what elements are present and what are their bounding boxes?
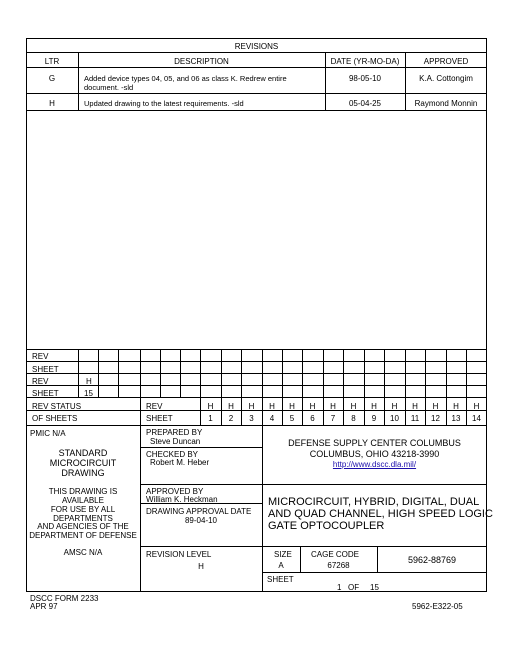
rev-approver: Raymond Monnin: [414, 99, 478, 108]
sheet-label: SHEET: [32, 365, 59, 374]
grid-rule: [118, 349, 119, 397]
availability-line: FOR USE BY ALL: [50, 505, 116, 514]
sheet-number-cell: 14: [472, 414, 481, 423]
grid-rule: [26, 397, 487, 398]
rule: [262, 484, 487, 485]
rev-label: REV: [32, 377, 49, 386]
standard-line: DRAWING: [61, 468, 105, 478]
sheet-label: SHEET: [32, 389, 59, 398]
grid-rule: [221, 349, 222, 397]
grid-rule: [140, 397, 141, 425]
revision-level: H: [198, 562, 204, 571]
sheet-number-cell: 2: [228, 414, 234, 423]
rev-row-label: REV: [146, 402, 163, 411]
rule: [26, 110, 487, 111]
grid-rule: [364, 349, 365, 397]
availability-line: THIS DRAWING IS: [48, 487, 118, 496]
grid-rule: [200, 349, 201, 397]
approval-date: 89-04-10: [184, 516, 218, 525]
rev-letter: H: [412, 402, 418, 411]
form-date: APR 97: [30, 602, 58, 611]
grid-rule: [343, 349, 344, 397]
rule: [26, 93, 487, 94]
rev-letter: H: [269, 402, 275, 411]
header-approved: APPROVED: [423, 57, 469, 66]
standard-line: STANDARD: [58, 448, 108, 458]
grid-rule: [302, 349, 303, 397]
grid-rule: [160, 349, 161, 397]
prepared-by-label: PREPARED BY: [146, 428, 203, 437]
grid-rule: [466, 349, 467, 397]
rev-letter: H: [207, 402, 214, 411]
grid-rule: [26, 373, 487, 374]
of-sheets-label: OF SHEETS: [32, 414, 78, 423]
rev-label: REV: [32, 352, 49, 361]
prepared-by-name: Steve Duncan: [150, 437, 201, 446]
rule: [140, 447, 262, 448]
amsc: AMSC N/A: [63, 548, 103, 557]
sheet-row-label: SHEET: [146, 414, 173, 423]
rev-letter: H: [473, 402, 480, 411]
rev-letter: H: [391, 402, 398, 411]
rev-status-label: REV STATUS: [32, 402, 82, 411]
grid-rule: [26, 385, 487, 386]
rev-letter: H: [453, 402, 459, 411]
rev-letter: H: [228, 402, 234, 411]
rev-value: H: [86, 377, 92, 386]
sheet-value: 15: [84, 389, 93, 398]
rev-letter: H: [371, 402, 377, 411]
distribution-code: 5962-E322-05: [412, 602, 463, 611]
cage-code-value: 67268: [327, 561, 350, 570]
approved-by-label: APPROVED BY: [146, 487, 204, 496]
size-label: SIZE: [274, 550, 292, 559]
sheet-number-cell: 7: [330, 414, 336, 423]
grid-rule: [180, 349, 181, 397]
sheet-number-cell: 4: [269, 414, 275, 423]
rule: [140, 546, 487, 547]
sheet-number-cell: 12: [431, 414, 440, 423]
rev-ltr: G: [48, 74, 56, 83]
rev-letter: H: [330, 402, 336, 411]
grid-rule: [282, 349, 283, 397]
sheet-number-cell: 6: [310, 414, 315, 423]
rev-letter: H: [350, 402, 357, 411]
rev-description: Added device types 04, 05, and 06 as class K. Redrew entire: [84, 74, 287, 83]
agency-name: DEFENSE SUPPLY CENTER COLUMBUS: [288, 438, 461, 448]
checked-by-label: CHECKED BY: [146, 450, 199, 459]
rev-letter: H: [248, 402, 255, 411]
rev-date: 05-04-25: [348, 99, 382, 108]
rev-date: 98-05-10: [348, 74, 382, 83]
grid-rule: [98, 349, 99, 397]
grid-rule: [425, 349, 426, 397]
sheet-number-cell: 5: [289, 414, 295, 423]
form-number: DSCC FORM 2233: [30, 594, 99, 603]
agency-url-wrap: [262, 460, 487, 469]
rev-approver: K.A. Cottongim: [419, 74, 473, 83]
grid-rule: [384, 349, 385, 397]
drawing-title: AND QUAD CHANNEL, HIGH SPEED LOGIC: [268, 508, 493, 520]
grid-rule: [262, 349, 263, 397]
drawing-title: GATE OPTOCOUPLER: [268, 520, 385, 532]
grid-rule: [405, 349, 406, 397]
size-value: A: [278, 561, 284, 570]
rev-letter: H: [289, 402, 295, 411]
approved-by-name: William K. Heckman: [146, 495, 218, 504]
grid-rule: [446, 349, 447, 397]
sheet-total: 15: [370, 583, 379, 592]
rev-description: Updated drawing to the latest requirements. -sld: [84, 99, 244, 108]
revision-level-label: REVISION LEVEL: [146, 550, 212, 559]
rev-description: document. -sld: [84, 83, 134, 92]
grid-rule: [78, 349, 79, 397]
grid-rule: [140, 349, 141, 397]
rule: [262, 572, 487, 573]
approval-date-label: DRAWING APPROVAL DATE: [146, 507, 252, 516]
revisions-title: REVISIONS: [234, 42, 279, 51]
standard-line: MICROCIRCUIT: [49, 458, 117, 468]
sheet-number-cell: 1: [208, 414, 213, 423]
sheet-number-cell: 3: [249, 414, 254, 423]
cage-code-label: CAGE CODE: [311, 550, 360, 559]
agency-address: COLUMBUS, OHIO 43218-3990: [309, 449, 440, 459]
header-date: DATE (YR-MO-DA): [330, 57, 400, 66]
availability-line: AVAILABLE: [62, 496, 104, 505]
sheet-number-cell: 10: [390, 414, 399, 423]
availability-line: AND AGENCIES OF THE: [37, 522, 129, 531]
rev-letter: H: [309, 402, 316, 411]
agency-url-link[interactable]: http://www.dscc.dla.mil/: [332, 460, 417, 469]
rule: [26, 52, 487, 53]
rev-letter: H: [432, 402, 439, 411]
checked-by-name: Robert M. Heber: [150, 458, 210, 467]
grid-rule: [323, 349, 324, 397]
rule: [26, 67, 487, 68]
header-description: DESCRIPTION: [174, 57, 229, 66]
sheet-number-cell: 9: [371, 414, 377, 423]
availability-line: DEPARTMENTS: [53, 514, 113, 523]
rule: [140, 484, 262, 485]
grid-rule: [26, 349, 487, 350]
sheet-number: 1: [337, 583, 342, 592]
availability-line: DEPARTMENT OF DEFENSE: [29, 531, 137, 540]
of-label: OF: [348, 583, 360, 592]
grid-rule: [241, 349, 242, 397]
sheet-number-cell: 13: [451, 414, 461, 423]
sheet-number-cell: 11: [410, 414, 420, 423]
document-number: 5962-88769: [407, 555, 457, 565]
sheet-number-cell: 8: [351, 414, 356, 423]
rev-ltr: H: [49, 99, 55, 108]
pmic: PMIC N/A: [30, 429, 66, 438]
sheet-label: SHEET: [267, 575, 294, 584]
drawing-title: MICROCIRCUIT, HYBRID, DIGITAL, DUAL: [268, 496, 480, 508]
header-ltr: LTR: [44, 57, 60, 66]
grid-rule: [26, 361, 487, 362]
rule: [26, 425, 487, 426]
